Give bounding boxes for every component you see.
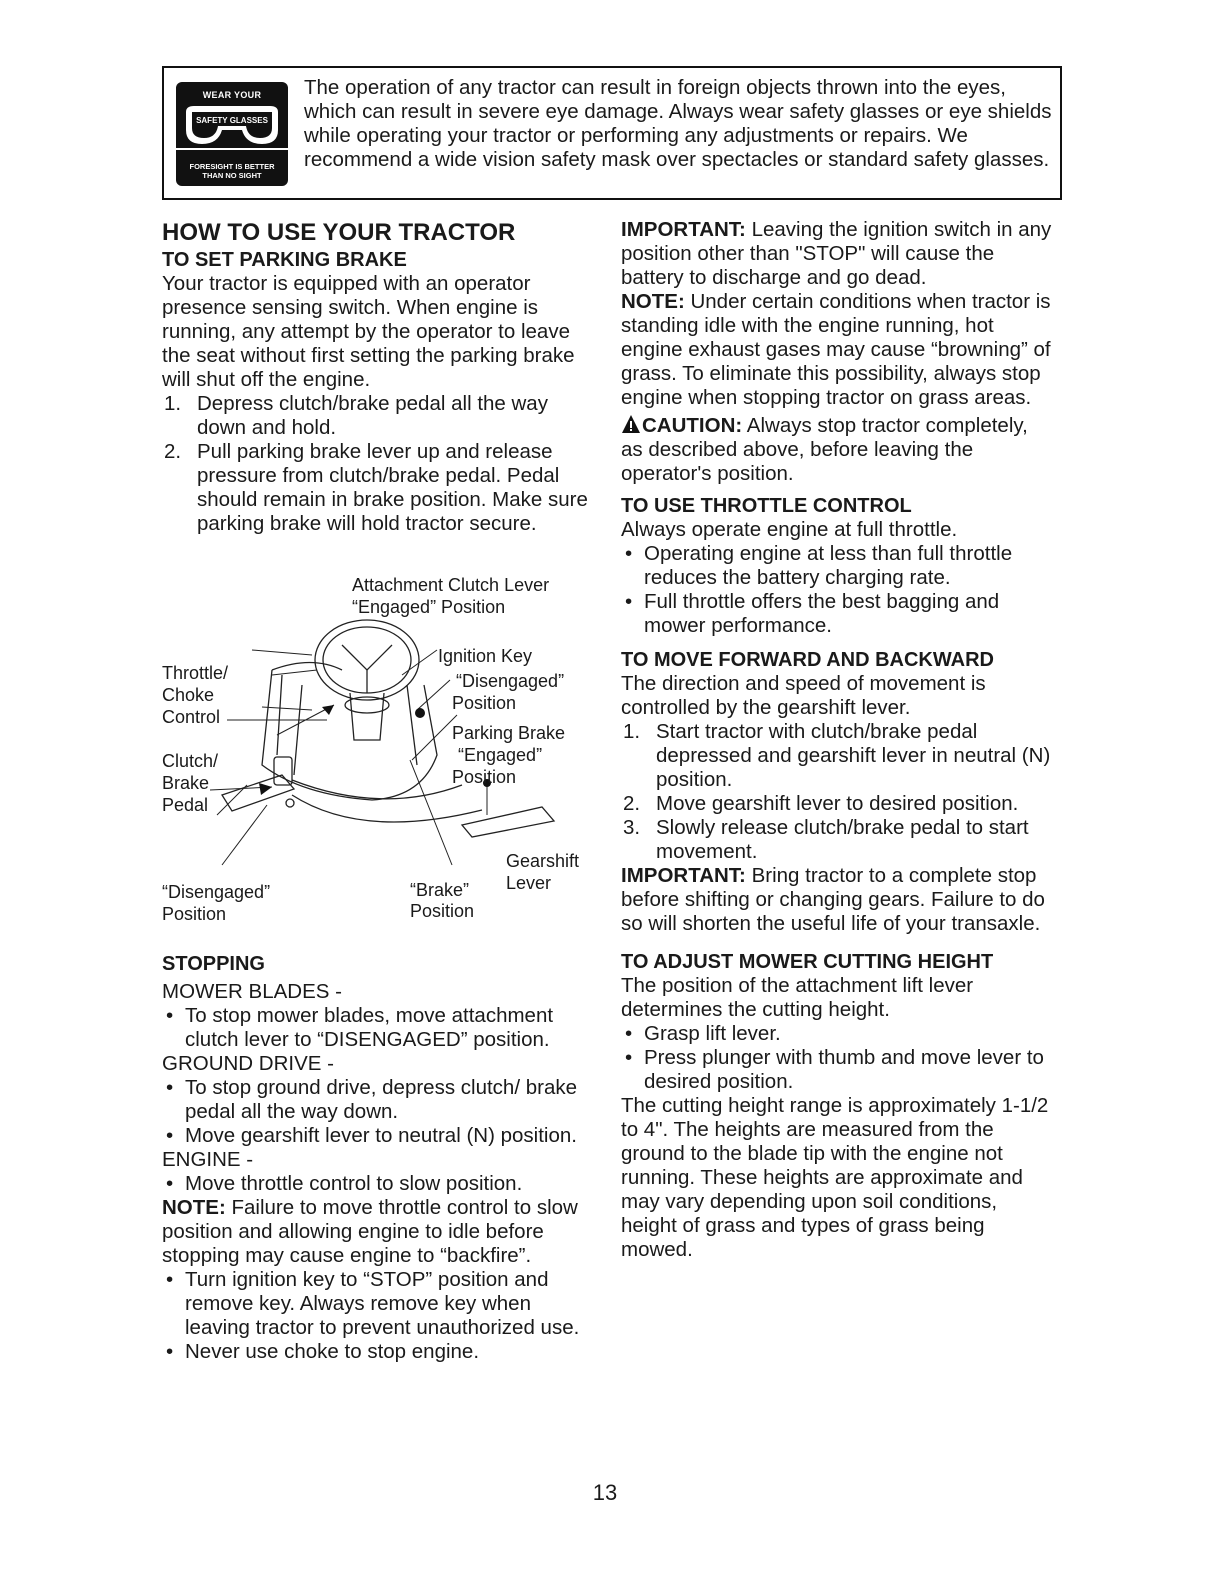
- label-choke: Choke: [162, 685, 215, 705]
- list-item: • Move throttle control to slow position.: [162, 1172, 598, 1196]
- list-item: • Grasp lift lever.: [621, 1022, 1053, 1046]
- label-ignition-disengaged: “Disengaged”: [456, 671, 565, 691]
- warning-text: The operation of any tractor can result in foreign objects thrown into the eyes, which can result in severe eye damage. Always wear safety glasses or eye shields while operating your tractor or performing any adjustments or repairs. We recommend a wide vision safety mask over spectacles or standard safety glasses.: [304, 76, 1052, 171]
- step-number: 2.: [164, 440, 182, 463]
- icon-text-line2: SAFETY GLASSES: [196, 116, 268, 125]
- parking-brake-steps: [162, 392, 598, 536]
- label-lever: Lever: [506, 873, 552, 893]
- note-exhaust: [621, 290, 1053, 410]
- list-item: • To stop mower blades, move attachment clutch lever to “DISENGAGED” position.: [162, 1004, 598, 1052]
- step-number: 2.: [623, 792, 641, 815]
- label-brake-quote: “Brake”: [410, 880, 470, 900]
- label-clutch: Clutch/: [162, 751, 219, 771]
- step-text: Slowly release clutch/brake pedal to start movement.: [656, 816, 1029, 863]
- parking-brake-heading: TO SET PARKING BRAKE: [162, 249, 407, 271]
- important-text: Leaving the ignition switch in any position other than "STOP" will cause the battery to discharge and go dead.: [621, 218, 1052, 289]
- label-pedal-position: Position: [162, 904, 227, 924]
- important-gears: [621, 864, 1053, 936]
- caution-label: CAUTION:: [642, 414, 743, 437]
- height-list: [621, 1022, 1053, 1094]
- left-column: [162, 218, 598, 536]
- important-ignition: [621, 218, 1053, 290]
- list-item: [621, 792, 1053, 816]
- icon-text-line3: FORESIGHT IS BETTER THAN NO SIGHT: [189, 162, 275, 180]
- caution-text: Always stop tractor completely, as described above, before leaving the operator's position.: [621, 414, 1028, 485]
- engine-list: [162, 1172, 598, 1196]
- height-heading: TO ADJUST MOWER CUTTING HEIGHT: [621, 951, 994, 973]
- label-pedal: Pedal: [162, 795, 209, 815]
- icon-text-line1: WEAR YOUR: [202, 90, 262, 100]
- safety-glasses-icon: [176, 82, 288, 186]
- list-item: [621, 720, 1053, 792]
- step-number: 3.: [623, 816, 641, 839]
- right-column: [621, 218, 1053, 1262]
- engine-note: [162, 1196, 598, 1268]
- mower-blades-label: MOWER BLADES -: [162, 980, 342, 1003]
- list-item: [621, 816, 1053, 864]
- throttle-heading: TO USE THROTTLE CONTROL: [621, 495, 912, 517]
- safety-warning-box: [162, 66, 1062, 200]
- note-label: NOTE:: [621, 290, 685, 313]
- move-heading: TO MOVE FORWARD AND BACKWARD: [621, 649, 994, 671]
- label-parking-brake: Parking Brake: [452, 723, 566, 743]
- caution-icon: [621, 414, 641, 434]
- list-item: • Press plunger with thumb and move lever to desired position.: [621, 1046, 1053, 1094]
- step-text: Depress clutch/brake pedal all the way down and hold.: [197, 392, 548, 439]
- step-number: 1.: [623, 720, 641, 743]
- ground-drive-label: GROUND DRIVE -: [162, 1052, 334, 1075]
- ground-drive-list: [162, 1076, 598, 1148]
- label-ignition-position: Position: [452, 693, 517, 713]
- list-item: [162, 440, 598, 536]
- note-label: NOTE:: [162, 1196, 226, 1219]
- move-intro: The direction and speed of movement is controlled by the gearshift lever.: [621, 672, 986, 719]
- move-steps: [621, 720, 1053, 864]
- parking-brake-intro: Your tractor is equipped with an operator presence sensing switch. When engine is running, any attempt by the operator to leave the seat without first setting the parking brake will shut off the engine.: [162, 272, 575, 391]
- list-item: • Full throttle offers the best bagging and mower performance.: [621, 590, 1053, 638]
- label-control: Control: [162, 707, 221, 727]
- throttle-intro: Always operate engine at full throttle.: [621, 518, 958, 541]
- label-ignition-key: Ignition Key: [438, 646, 533, 666]
- section-title: HOW TO USE YOUR TRACTOR: [162, 219, 516, 246]
- label-pedal-disengaged: “Disengaged”: [162, 882, 271, 902]
- step-number: 1.: [164, 392, 182, 415]
- step-text: Start tractor with clutch/brake pedal depressed and gearshift lever in neutral (N) position.: [656, 720, 1051, 791]
- mower-blades-list: [162, 1004, 598, 1052]
- label-brake: Brake: [162, 773, 210, 793]
- label-parking-engaged: “Engaged”: [458, 745, 543, 765]
- important-label: IMPORTANT:: [621, 218, 746, 241]
- list-item: • Never use choke to stop engine.: [162, 1340, 598, 1364]
- stopping-section: [162, 952, 598, 1364]
- label-attachment-clutch: Attachment Clutch Lever: [352, 575, 550, 595]
- list-item: • Operating engine at less than full throttle reduces the battery charging rate.: [621, 542, 1053, 590]
- step-text: Pull parking brake lever up and release pressure from clutch/brake pedal. Pedal should remain in brake position. Make sure parking brake will hold tractor secure.: [197, 440, 588, 535]
- throttle-list: [621, 542, 1053, 638]
- note-text: Under certain conditions when tractor is standing idle with the engine running, hot engine exhaust gases may cause “browning” of grass. To eliminate this possibility, always stop engine when stopping tractor on grass areas.: [621, 290, 1051, 409]
- list-item: • To stop ground drive, depress clutch/ brake pedal all the way down.: [162, 1076, 598, 1124]
- step-text: Move gearshift lever to desired position.: [656, 792, 1019, 815]
- list-item: [162, 392, 598, 440]
- list-item: • Move gearshift lever to neutral (N) position.: [162, 1124, 598, 1148]
- height-outro: The cutting height range is approximately 1-1/2 to 4". The heights are measured from the ground to the blade tip with the engine not running. These heights are approximate and may vary depending upon soil conditions, height of grass and types of grass being mowed.: [621, 1094, 1049, 1261]
- list-item: • Turn ignition key to “STOP” position and remove key. Always remove key when leaving tractor to prevent unauthorized use.: [162, 1268, 598, 1340]
- label-gearshift: Gearshift: [506, 851, 580, 871]
- tractor-controls-diagram: [162, 575, 598, 935]
- page-number: 13: [592, 1480, 618, 1505]
- label-brake-position: Position: [410, 901, 475, 921]
- stopping-heading: STOPPING: [162, 953, 265, 975]
- engine-label: ENGINE -: [162, 1148, 254, 1171]
- label-engaged-position: “Engaged” Position: [352, 597, 506, 617]
- engine-list-2: [162, 1268, 598, 1364]
- label-parking-position: Position: [452, 767, 517, 787]
- height-intro: The position of the attachment lift lever determines the cutting height.: [621, 974, 974, 1021]
- label-throttle: Throttle/: [162, 663, 229, 683]
- important-text: Bring tractor to a complete stop before shifting or changing gears. Failure to do so will shorten the useful life of your transaxle.: [621, 864, 1045, 935]
- caution-paragraph: [621, 414, 1053, 486]
- important-label: IMPORTANT:: [621, 864, 746, 887]
- note-text: Failure to move throttle control to slow position and allowing engine to idle before stopping may cause engine to “backfire”.: [162, 1196, 578, 1267]
